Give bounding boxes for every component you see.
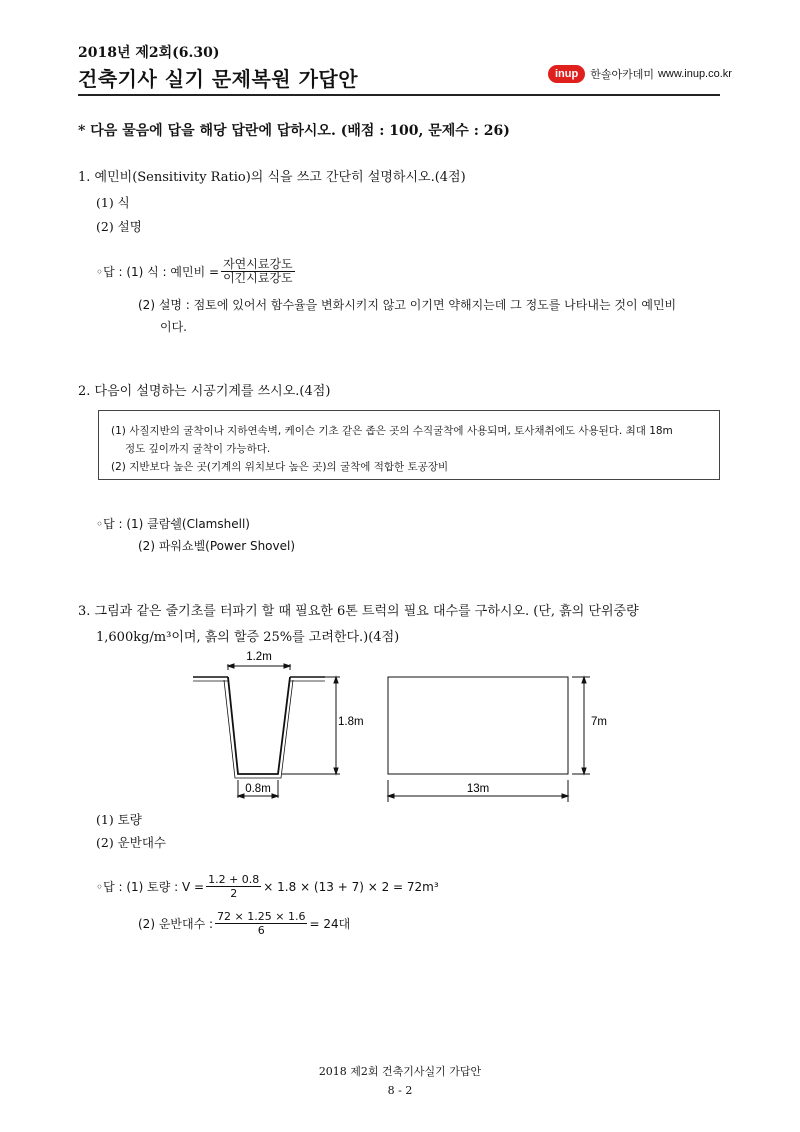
plan-rectangle	[388, 677, 568, 774]
q3-answer1-rest: × 1.8 × (13 + 7) × 2 = 72m³	[263, 879, 439, 894]
q1-frac-den: 이긴시료강도	[223, 271, 293, 285]
logo-badge: inup	[548, 65, 585, 83]
foundation-diagram	[180, 640, 607, 810]
q1-answer2-line2: 이다.	[160, 320, 187, 334]
page-title: 건축기사 실기 문제복원 가답안	[78, 67, 359, 91]
header-rule	[78, 94, 720, 96]
q3-a1-frac-num: 1.2 + 0.8	[208, 873, 260, 886]
label-bottom-width: 0.8m	[245, 783, 271, 795]
page-number: 8 - 2	[387, 1084, 413, 1097]
q3-answer2-fraction	[215, 910, 307, 937]
q3-answer1-prefix: ◦답 : (1) 토량 : V =	[96, 880, 205, 894]
q2-question: 2. 다음이 설명하는 시공기계를 쓰시오.(4점)	[78, 384, 331, 399]
q3-question-line2: 1,600kg/m³이며, 흙의 할증 25%를 고려한다.)(4점)	[96, 630, 400, 645]
q2-box-line1: (1) 사질지반의 굴착이나 지하연속벽, 케이슨 기초 같은 좁은 곳의 수직굴착에 사용되며, 토사채취에도 사용된다. 최대 18m	[111, 425, 673, 437]
footer-title: 2018 제2회 건축기사실기 가답안	[318, 1065, 482, 1078]
q2-box-line3: (2) 지반보다 높은 곳(기계의 위치보다 높은 곳)의 굴착에 적합한 토공장비	[111, 461, 449, 473]
label-plan-width: 7m	[591, 716, 607, 728]
q1-question: 1. 예민비(Sensitivity Ratio)의 식을 쓰고 간단히 설명하시오.(4점)	[78, 170, 466, 185]
q2-answer1: ◦답 : (1) 클람쉘(Clamshell)	[96, 517, 250, 531]
label-plan-length: 13m	[466, 783, 490, 795]
publisher-logo[interactable]	[548, 64, 732, 84]
q2-box-line2: 정도 깊이까지 굴착이 가능하다.	[125, 443, 271, 455]
q1-answer-prefix: ◦답 : (1) 식 : 예민비 =	[96, 265, 220, 279]
q1-answer-formula	[96, 258, 297, 285]
trench-section	[193, 677, 325, 778]
q3-sub1: (1) 토량	[96, 812, 142, 827]
q1-frac-num: 자연시료강도	[223, 257, 293, 271]
exam-round: 2018년 제2회(6.30)	[78, 45, 220, 61]
dim-depth	[282, 677, 340, 774]
label-depth: 1.8m	[338, 716, 364, 728]
q3-a2-frac-num: 72 × 1.25 × 1.6	[217, 910, 306, 923]
q3-sub2: (2) 운반대수	[96, 835, 166, 850]
dim-top-width	[228, 664, 290, 670]
q1-fraction	[221, 258, 295, 285]
q3-question-line1: 3. 그림과 같은 줄기초를 터파기 할 때 필요한 6톤 트럭의 필요 대수를 구하시오. (단, 흙의 단위중량	[78, 604, 639, 619]
q2-description-box	[98, 410, 720, 480]
dim-plan-width	[572, 677, 590, 774]
logo-org-name: 한솔아카데미	[590, 69, 654, 81]
q3-answer1	[96, 873, 439, 900]
q1-sub1: (1) 식	[96, 195, 130, 210]
label-top-width: 1.2m	[246, 651, 272, 663]
instruction: * 다음 물음에 답을 해당 답란에 답하시오. (배점 : 100, 문제수 : 26)	[78, 123, 510, 139]
q1-sub2: (2) 설명	[96, 219, 142, 234]
q3-answer2	[138, 910, 350, 937]
q3-answer2-rest: = 24대	[309, 917, 351, 931]
q3-a1-frac-den: 2	[230, 887, 238, 900]
q2-answer2: (2) 파워쇼벨(Power Shovel)	[138, 539, 296, 553]
logo-url: www.inup.co.kr	[657, 68, 732, 80]
q3-a2-frac-den: 6	[257, 924, 265, 937]
q1-answer2-line1: (2) 설명 : 점토에 있어서 함수율을 변화시키지 않고 이기면 약해지는데 그 정도를 나타내는 것이 예민비	[138, 298, 677, 312]
q3-answer2-prefix: (2) 운반대수 :	[138, 917, 214, 931]
q3-answer1-fraction	[206, 873, 261, 900]
